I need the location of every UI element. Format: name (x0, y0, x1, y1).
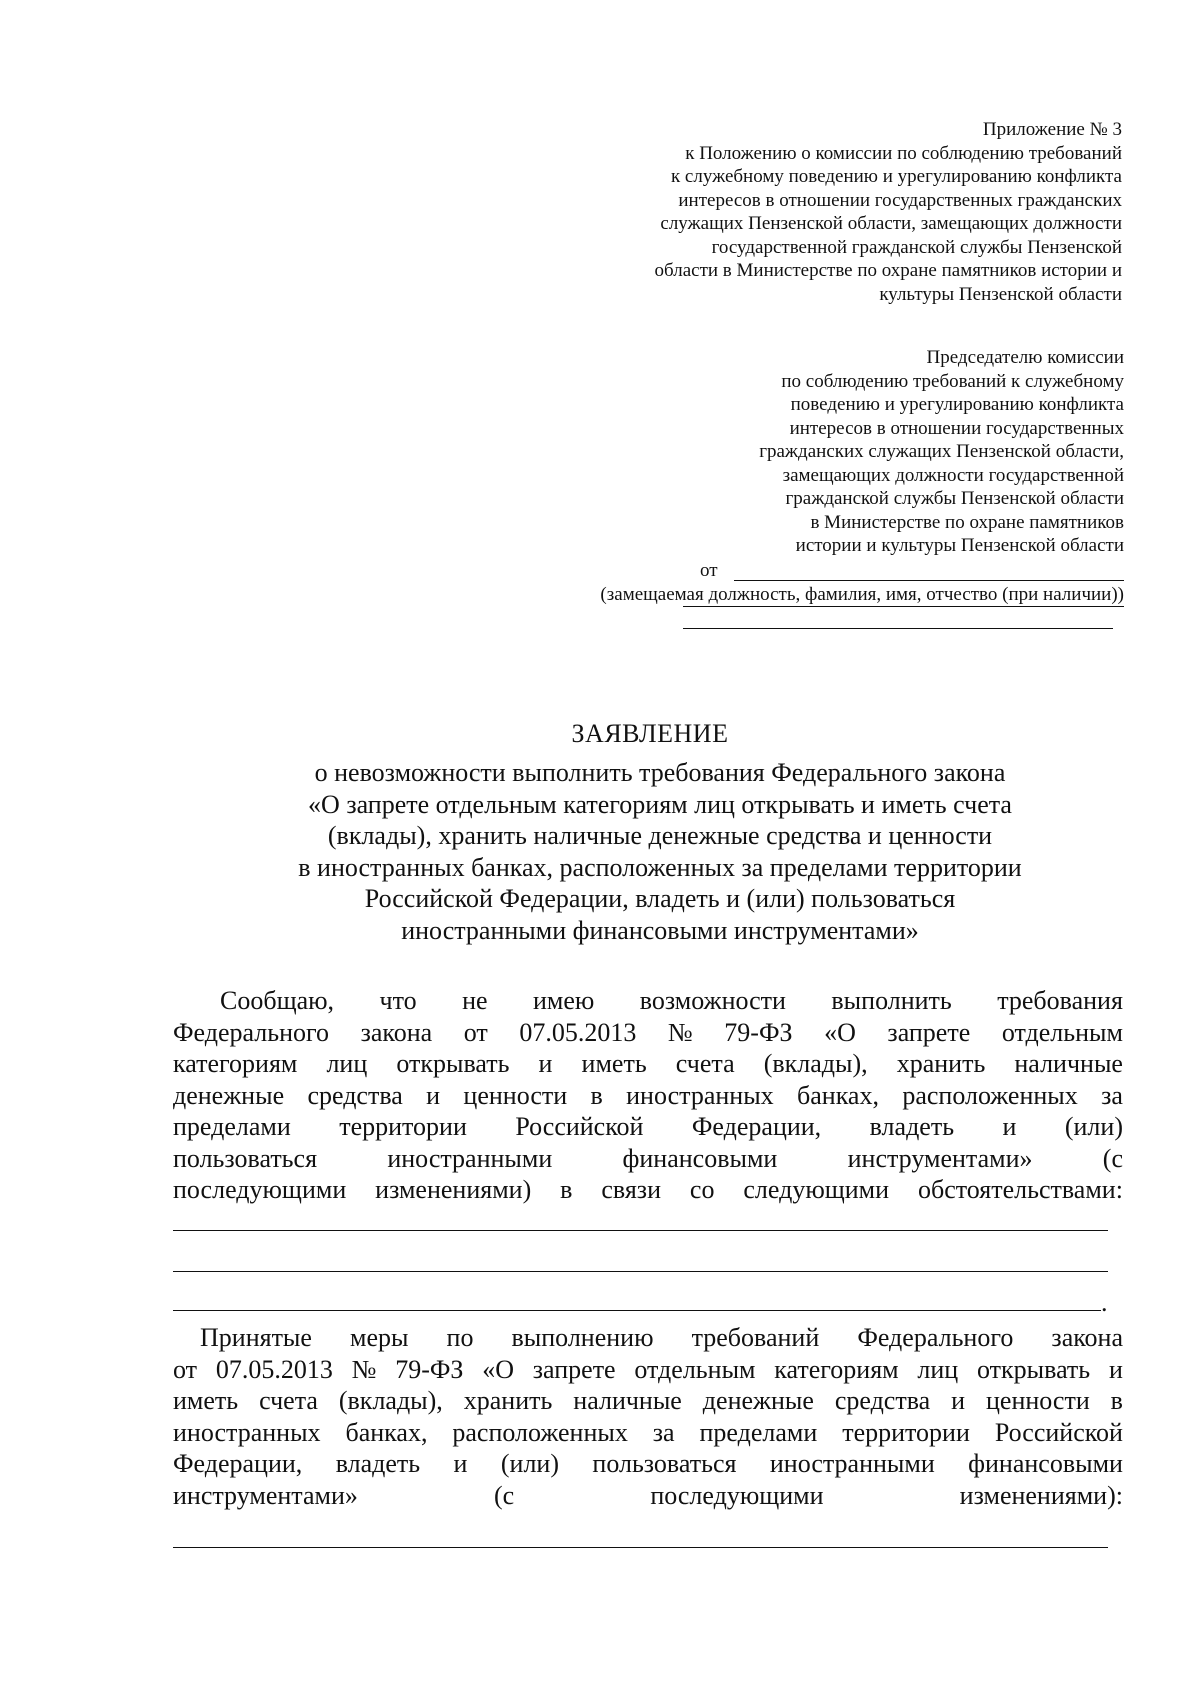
word: средства (834, 1386, 931, 1415)
word: в (560, 1175, 573, 1204)
word: Федерации, (691, 1112, 822, 1141)
word: от (173, 1354, 198, 1384)
word: за (1101, 1080, 1123, 1110)
appendix-line: к Положению о комиссии по соблюдению требований (685, 142, 1122, 164)
word: пользоваться (173, 1143, 318, 1173)
word: запрете (532, 1354, 616, 1384)
word: требования (997, 986, 1123, 1015)
word: Российской (994, 1417, 1123, 1447)
from-field (700, 560, 1124, 584)
word: 07.05.2013 (215, 1354, 333, 1384)
word: хранить (463, 1386, 553, 1415)
applicant-line-1 (683, 606, 1124, 607)
word: и (426, 1080, 441, 1110)
word: открывать (396, 1049, 510, 1078)
word: и (1108, 1354, 1123, 1384)
word: лиц (326, 1049, 368, 1078)
addressee-line: в Министерстве по охране памятников (810, 511, 1124, 533)
word: денежные (173, 1080, 285, 1110)
paragraph-line (173, 1354, 1123, 1386)
word: банках, (797, 1080, 879, 1110)
word: меры (350, 1323, 409, 1352)
word: категориям (774, 1354, 899, 1384)
word: в (590, 1080, 603, 1110)
subtitle-line: о невозможности выполнить требования Федерального закона (314, 758, 1006, 787)
word: пределами (699, 1417, 818, 1447)
document-title: ЗАЯВЛЕНИЕ (571, 719, 729, 748)
paragraph-line (173, 1143, 1123, 1175)
word: финансовыми (622, 1143, 778, 1173)
word: 79-ФЗ (395, 1354, 464, 1384)
word: счета (259, 1386, 318, 1415)
word: открывать (977, 1354, 1091, 1384)
from-caption: (замещаемая должность, фамилия, имя, отчество (при наличии)) (600, 584, 1124, 605)
word: лиц (917, 1354, 959, 1384)
word: отдельным (1001, 1017, 1123, 1047)
word: изменениями) (375, 1175, 532, 1204)
word: возможности (639, 986, 786, 1015)
subtitle-line: Российской Федерации, владеть и (или) пользоваться (364, 884, 956, 913)
word: ценности (985, 1386, 1090, 1415)
subtitle-line: «О запрете отдельным категориям лиц открывать и иметь счета (308, 789, 1012, 819)
circumstances-line-3 (173, 1310, 1101, 1311)
word: № (667, 1017, 693, 1047)
paragraph-line (173, 985, 1123, 1017)
appendix-line: области в Министерстве по охране памятников истории и (654, 260, 1122, 281)
addressee-line: по соблюдению требований к служебному (781, 370, 1124, 392)
word: банках, (345, 1417, 428, 1447)
from-label: от (700, 560, 718, 581)
word: средства (307, 1080, 403, 1110)
paragraph-line (173, 1174, 1123, 1206)
word: (вклады), (338, 1386, 443, 1415)
word: изменениями): (959, 1480, 1123, 1510)
word: категориям (173, 1049, 298, 1078)
word: (или) (500, 1449, 559, 1478)
circumstances-line-1 (173, 1230, 1108, 1231)
subtitle-line: иностранными финансовыми инструментами» (401, 915, 919, 945)
word: связи (601, 1175, 661, 1204)
word: требований (691, 1323, 820, 1352)
word: пределами (173, 1112, 291, 1141)
word: иностранных (626, 1080, 774, 1110)
document-subtitle (220, 757, 1100, 946)
word: последующими (173, 1175, 347, 1204)
word: территории (842, 1417, 970, 1447)
appendix-line: служащих Пензенской области, замещающих должности (660, 213, 1122, 234)
word: иметь (581, 1049, 647, 1078)
appendix-line: Приложение № 3 (982, 119, 1122, 140)
word: выполнению (511, 1323, 654, 1352)
word: в (1110, 1386, 1123, 1415)
paragraph-line (173, 1417, 1123, 1449)
word: иметь (173, 1386, 239, 1415)
paragraph-circumstances (173, 985, 1123, 1206)
word: «О (824, 1017, 856, 1047)
word: инструментами» (847, 1143, 1033, 1173)
word: (с (493, 1480, 515, 1510)
word: имею (533, 986, 595, 1015)
word: владеть (335, 1449, 421, 1478)
circumstances-period: . (1101, 1288, 1108, 1317)
paragraph-line (173, 1322, 1123, 1354)
word: Федерального (173, 1017, 330, 1047)
word: 79-ФЗ (724, 1017, 793, 1047)
word: наличные (573, 1386, 682, 1415)
word: иностранными (769, 1449, 935, 1478)
word: счета (675, 1049, 735, 1078)
word: расположенных (452, 1417, 628, 1447)
word: владеть (869, 1112, 955, 1141)
word: и (1002, 1112, 1017, 1141)
word: (вклады), (763, 1049, 868, 1078)
applicant-line-2 (683, 628, 1113, 629)
word: от (463, 1017, 488, 1047)
word: закона (1051, 1323, 1123, 1352)
paragraph-line (173, 1480, 1123, 1512)
subtitle-line: в иностранных банках, расположенных за пределами территории (298, 852, 1022, 882)
word: (с (1102, 1143, 1123, 1173)
addressee-line: Председателю комиссии (926, 347, 1124, 368)
subtitle-line: (вклады), хранить наличные денежные средства и ценности (327, 821, 993, 850)
word: «О (482, 1354, 514, 1384)
word: 07.05.2013 (519, 1017, 637, 1047)
addressee-block (520, 346, 1124, 558)
addressee-line: гражданской службы Пензенской области (785, 488, 1124, 509)
paragraph-line (173, 1448, 1123, 1480)
word: (или) (1064, 1112, 1123, 1141)
word: со (689, 1175, 715, 1204)
word: Федерального (857, 1323, 1014, 1352)
word: и (951, 1386, 966, 1415)
appendix-line: к служебному поведению и урегулированию конфликта (670, 166, 1122, 187)
word: и (538, 1049, 553, 1078)
word: последующими (650, 1480, 824, 1510)
word: и (453, 1449, 468, 1478)
appendix-header (560, 118, 1122, 306)
paragraph-line (173, 1080, 1123, 1112)
word: хранить (896, 1049, 986, 1078)
addressee-line: гражданских служащих Пензенской области, (759, 441, 1124, 462)
word: иностранными (387, 1143, 553, 1173)
word: расположенных (902, 1080, 1078, 1110)
word: Российской (515, 1112, 644, 1141)
paragraph-line (173, 1017, 1123, 1049)
word: что (379, 986, 417, 1015)
appendix-line: интересов в отношении государственных гражданских (678, 189, 1122, 211)
word: не (462, 986, 488, 1015)
word: территории (339, 1112, 467, 1141)
paragraph-line (173, 1048, 1123, 1080)
addressee-line: интересов в отношении государственных (789, 417, 1124, 439)
addressee-line: поведению и урегулированию конфликта (790, 394, 1124, 415)
addressee-line: истории и культуры Пензенской области (795, 535, 1124, 556)
word: наличные (1014, 1049, 1123, 1078)
paragraph-line (173, 1111, 1123, 1143)
circumstances-line-2 (173, 1271, 1108, 1272)
addressee-line: замещающих должности государственной (782, 464, 1124, 486)
appendix-line: государственной гражданской службы Пензенской (711, 236, 1122, 258)
word: финансовыми (968, 1449, 1123, 1478)
word: Сообщаю, (220, 986, 335, 1015)
word: ценности (463, 1080, 568, 1110)
word: обстоятельствами: (917, 1175, 1123, 1204)
word: за (652, 1417, 675, 1447)
appendix-line: культуры Пензенской области (879, 283, 1122, 305)
word: Федерации, (173, 1449, 303, 1478)
word: иностранных (173, 1417, 321, 1447)
paragraph-line (173, 1385, 1123, 1417)
word: № (351, 1354, 377, 1384)
word: по (446, 1323, 474, 1352)
word: закона (360, 1017, 433, 1047)
word: следующими (743, 1175, 890, 1204)
paragraph-measures (173, 1322, 1123, 1511)
word: пользоваться (592, 1449, 737, 1478)
word: Принятые (200, 1323, 312, 1352)
measures-line-1 (173, 1547, 1108, 1548)
word: инструментами» (173, 1480, 358, 1510)
word: запрете (887, 1017, 971, 1047)
word: денежные (702, 1386, 814, 1415)
from-underline (734, 580, 1124, 581)
word: выполнить (831, 986, 952, 1015)
word: отдельным (634, 1354, 756, 1384)
